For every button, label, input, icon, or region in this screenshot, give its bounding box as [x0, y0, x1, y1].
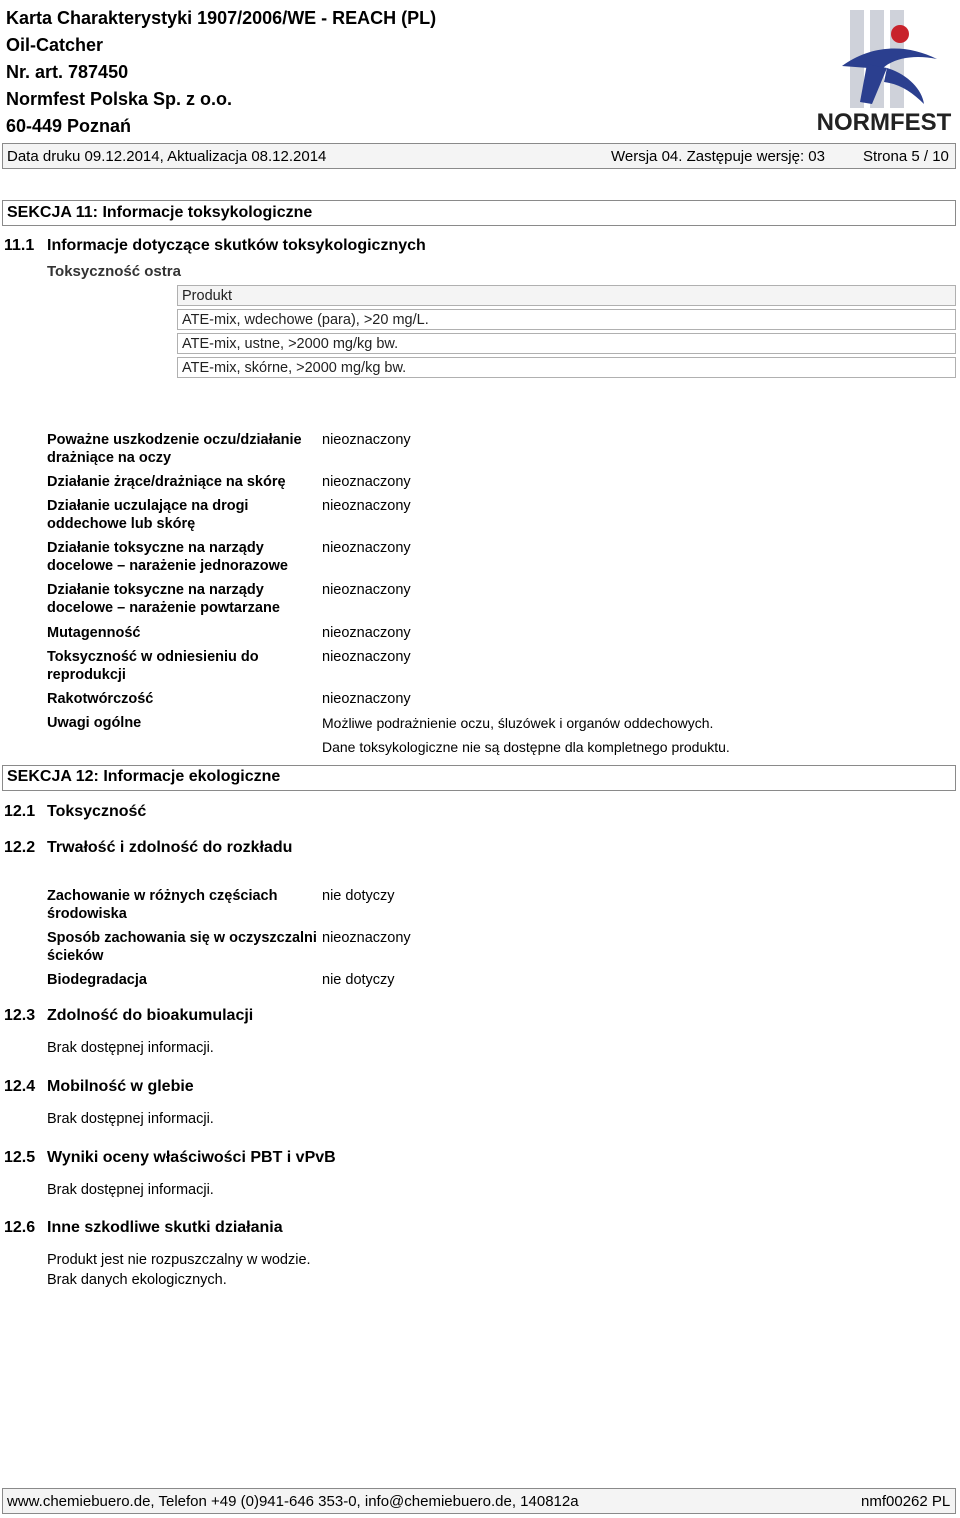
product-name: Oil-Catcher	[6, 35, 104, 55]
prop-value: nie dotyczy	[322, 888, 395, 904]
prop-value: nieoznaczony	[322, 474, 411, 490]
section-11-title: SEKCJA 11: Informacje toksykologiczne	[7, 204, 313, 221]
prop-label: Biodegradacja	[47, 972, 147, 988]
prop-label: Toksyczność w odniesieniu do reprodukcji	[47, 649, 259, 683]
prop-label: Uwagi ogólne	[47, 715, 142, 731]
subsection-12-6-text-1: Produkt jest nie rozpuszczalny w wodzie.	[47, 1252, 311, 1268]
subsection-12-5-text: Brak dostępnej informacji.	[47, 1182, 214, 1198]
prop-value: nieoznaczony	[322, 498, 411, 514]
section-12-header	[2, 765, 956, 791]
prop-label: Działanie żrące/drażniące na skórę	[47, 474, 286, 490]
product-row-header: Produkt	[177, 285, 956, 306]
prop-value: nieoznaczony	[322, 649, 411, 665]
prop-label: Mutagenność	[47, 625, 141, 641]
general-note-2: Dane toksykologiczne nie są dostępne dla kompletnego produktu.	[322, 739, 730, 755]
normfest-logo-graphic	[812, 4, 956, 138]
prop-value: nieoznaczony	[322, 432, 411, 448]
footer-code: nmf00262 PL	[861, 1493, 951, 1510]
prop-value: nieoznaczony	[322, 691, 411, 707]
prop-label: Działanie uczulające na drogi oddechowe lub skórę	[47, 498, 249, 532]
prop-value: nieoznaczony	[322, 930, 411, 946]
prop-value: nieoznaczony	[322, 540, 411, 556]
company-city: 60-449 Poznań	[6, 116, 132, 136]
subsection-12-6-text-2: Brak danych ekologicznych.	[47, 1272, 227, 1288]
subsection-12-4-text: Brak dostępnej informacji.	[47, 1111, 214, 1127]
product-row: ATE-mix, wdechowe (para), >20 mg/L.	[177, 309, 956, 330]
document-title: Karta Charakterystyki 1907/2006/WE - REACH (PL)	[6, 8, 437, 28]
footer-contact: www.chemiebuero.de, Telefon +49 (0)941-646 353-0, info@chemiebuero.de, 140812a	[7, 1493, 579, 1510]
footer-bar	[2, 1488, 956, 1514]
logo-text: NORMFEST	[816, 109, 952, 136]
print-date: Data druku 09.12.2014, Aktualizacja 08.12.2014	[7, 148, 327, 165]
prop-label: Sposób zachowania się w oczyszczalni ścieków	[47, 930, 317, 964]
article-number: Nr. art. 787450	[6, 62, 129, 82]
prop-value: nieoznaczony	[322, 625, 411, 641]
prop-label: Działanie toksyczne na narządy docelowe – narażenie jednorazowe	[47, 540, 288, 574]
version: Wersja 04. Zastępuje wersję: 03	[611, 148, 825, 165]
info-bar	[2, 143, 956, 169]
prop-value: nieoznaczony	[322, 582, 411, 598]
product-row: ATE-mix, skórne, >2000 mg/kg bw.	[177, 357, 956, 378]
prop-value: nie dotyczy	[322, 972, 395, 988]
prop-value: Możliwe podrażnienie oczu, śluzówek i organów oddechowych.	[322, 715, 714, 731]
product-row: ATE-mix, ustne, >2000 mg/kg bw.	[177, 333, 956, 354]
prop-label: Rakotwórczość	[47, 691, 154, 707]
subsection-12-3-text: Brak dostępnej informacji.	[47, 1040, 214, 1056]
acute-toxicity-label: Toksyczność ostra	[47, 263, 181, 280]
prop-label: Poważne uszkodzenie oczu/działanie drażniące na oczy	[47, 432, 302, 466]
section-12-title: SEKCJA 12: Informacje ekologiczne	[7, 768, 281, 785]
prop-label: Działanie toksyczne na narządy docelowe – narażenie powtarzane	[47, 582, 280, 616]
section-11-header	[2, 200, 956, 226]
prop-label: Zachowanie w różnych częściach środowiska	[47, 888, 278, 922]
company-name: Normfest Polska Sp. z o.o.	[6, 89, 233, 109]
normfest-logo	[812, 4, 956, 138]
page-number: Strona 5 / 10	[863, 148, 949, 165]
